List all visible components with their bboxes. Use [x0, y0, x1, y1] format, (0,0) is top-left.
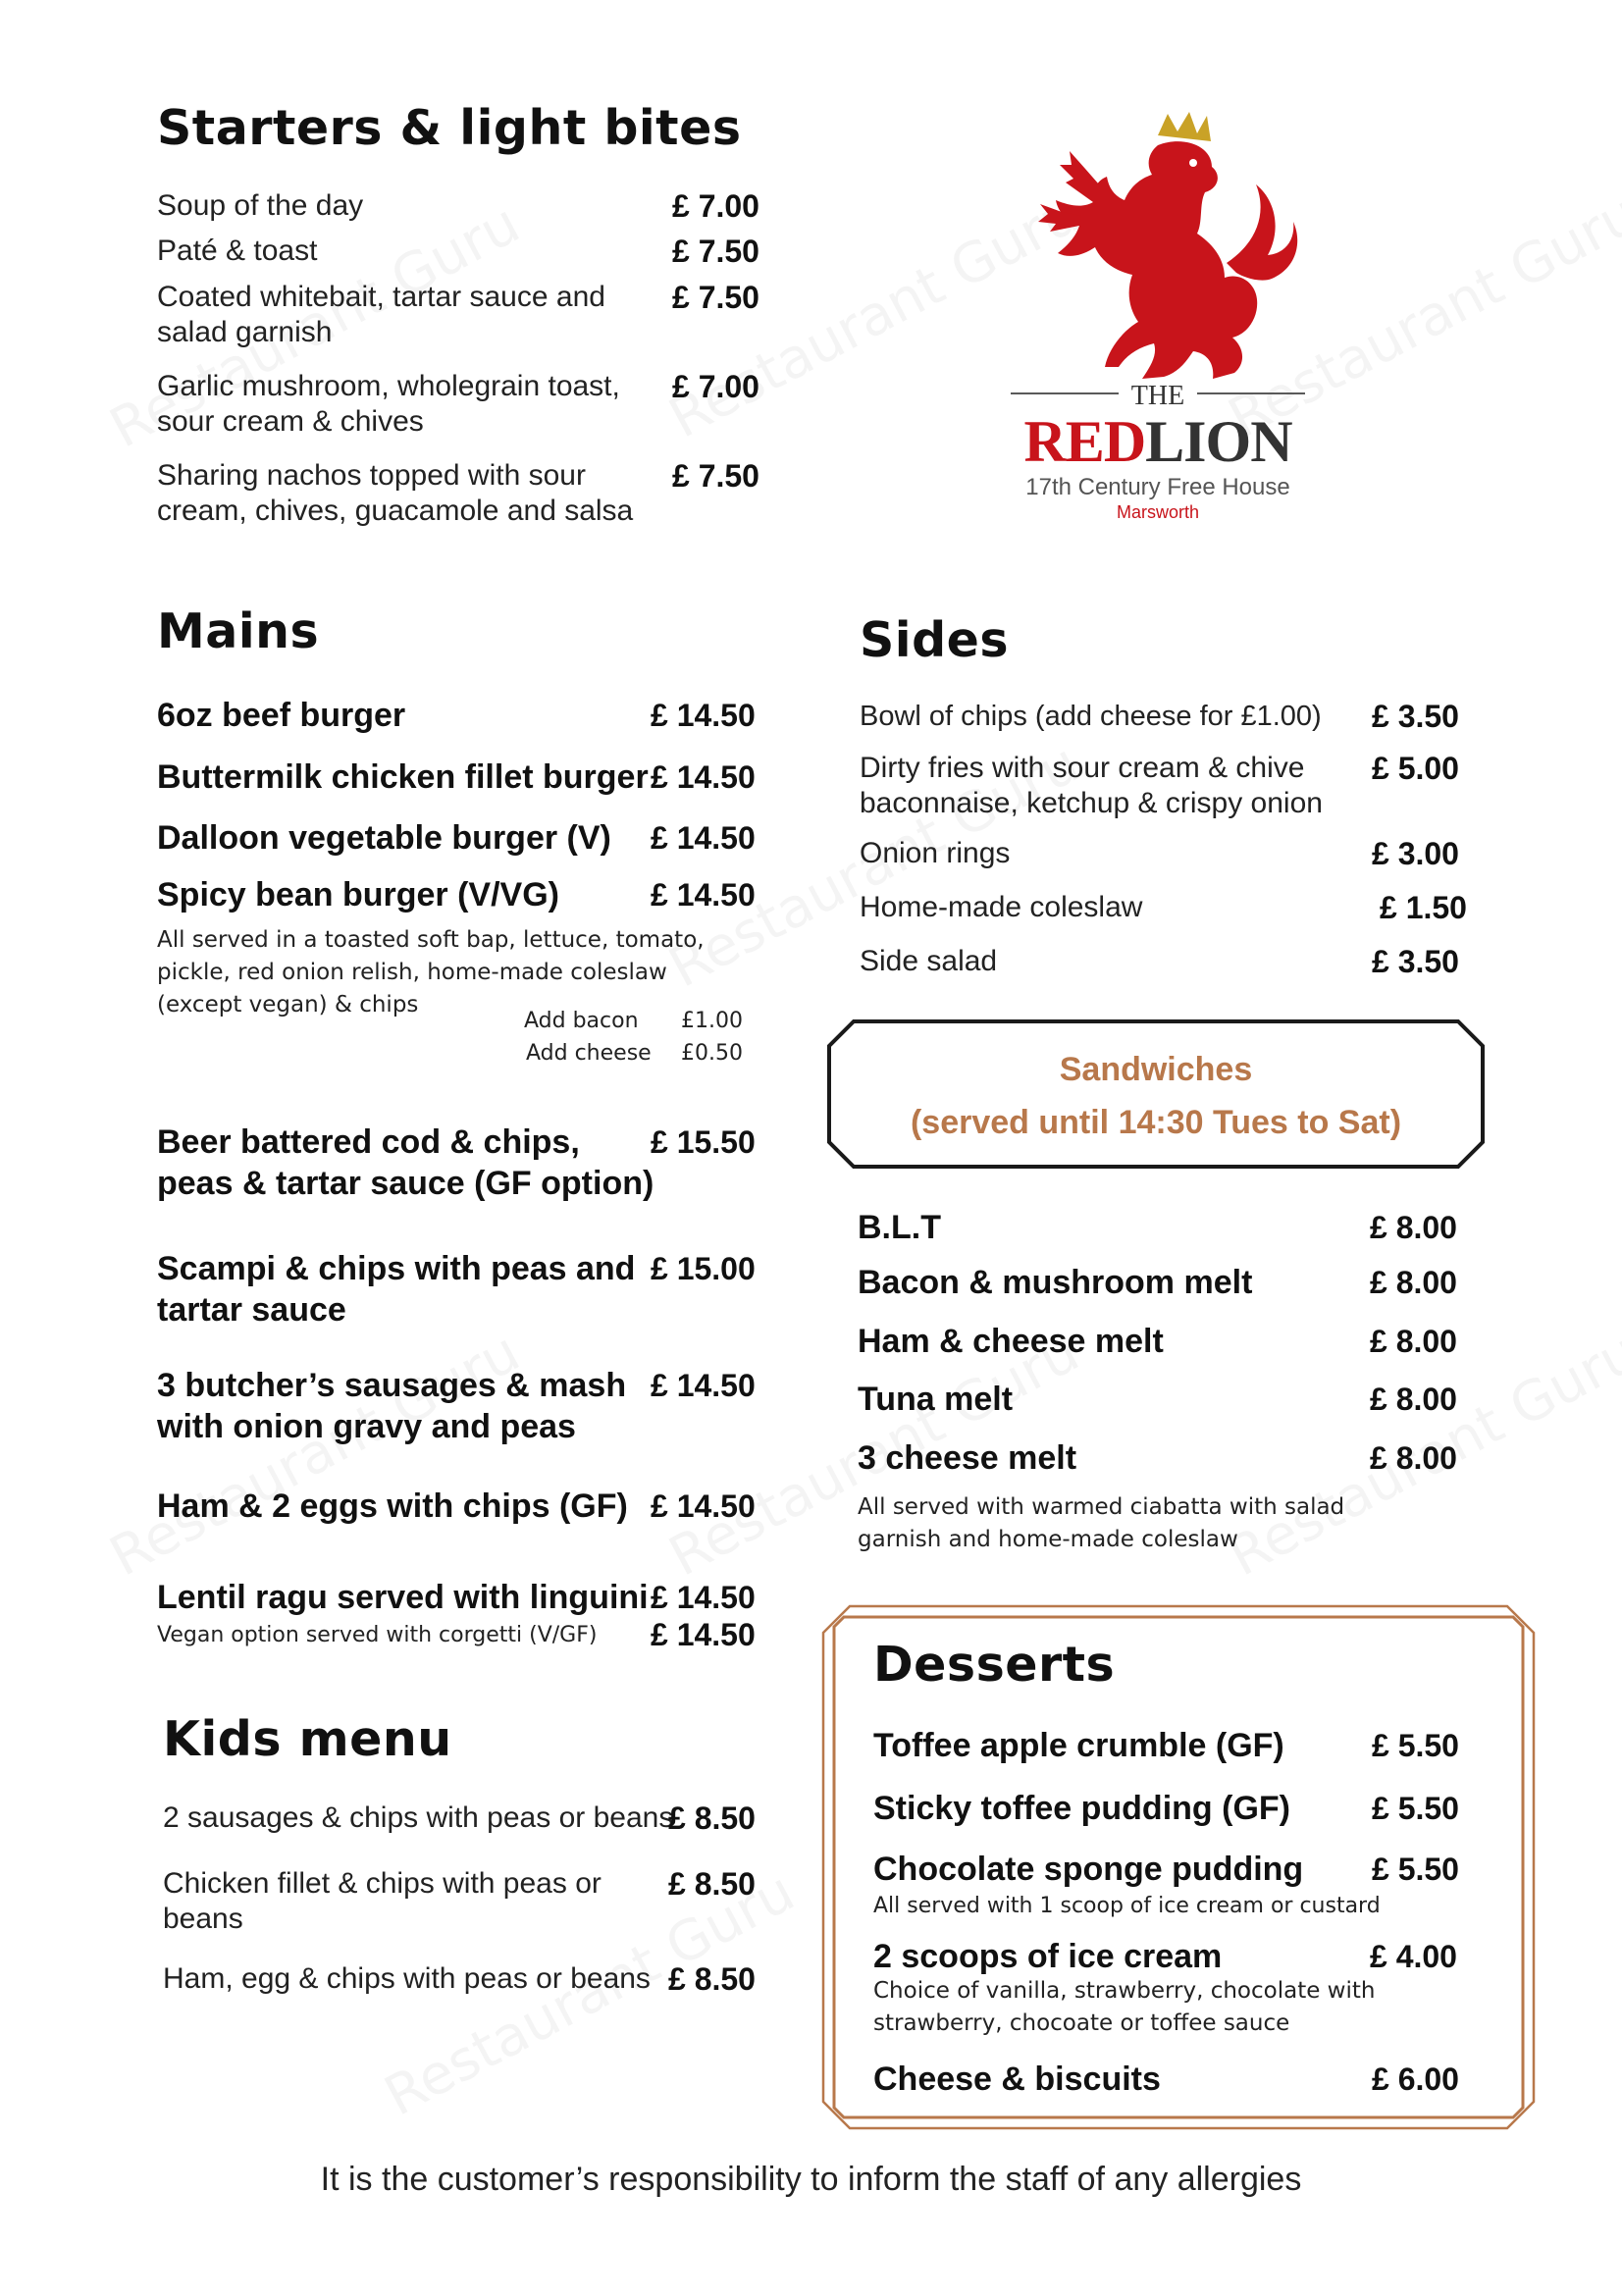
item-name: Sticky toffee pudding (GF) — [873, 1790, 1290, 1827]
sandwiches-note: All served with warmed ciabatta with salad garnish and home-made coleslaw — [858, 1494, 1345, 1552]
desserts-heading: Desserts — [873, 1637, 1116, 1693]
item-name: Home-made coleslaw — [860, 891, 1143, 923]
item-price: £ 5.50 — [1372, 1852, 1459, 1887]
item-name: Bacon & mushroom melt — [858, 1264, 1253, 1301]
logo-wordmark — [1011, 410, 1305, 473]
item-name: Garlic mushroom, wholegrain toast, sour cream & chives — [157, 370, 620, 438]
item-price: £ 14.50 — [651, 759, 756, 795]
allergy-footer: It is the customer’s responsibility to inform the staff of any allergies — [320, 2161, 1302, 2198]
item-price: £ 7.00 — [672, 188, 759, 224]
item-price: £ 7.50 — [672, 458, 759, 494]
pudding-note: All served with 1 scoop of ice cream or custard — [873, 1894, 1381, 1918]
item-name: Dirty fries with sour cream & chive baconnaise, ketchup & crispy onion — [860, 752, 1323, 819]
vegan-option-name: Vegan option served with corgetti (V/GF) — [157, 1623, 598, 1647]
item-name: Ham, egg & chips with peas or beans — [163, 1962, 651, 1995]
mains-heading: Mains — [157, 603, 320, 659]
extra-price: £0.50 — [681, 1041, 743, 1066]
item-name: 3 butcher’s sausages & mash with onion gravy and peas — [157, 1367, 627, 1445]
sandwiches-banner — [826, 1043, 1486, 1149]
item-price: £ 5.00 — [1372, 751, 1459, 786]
item-name: Onion rings — [860, 837, 1011, 869]
item-name: Coated whitebait, tartar sauce and salad garnish — [157, 281, 605, 348]
item-price: £ 14.50 — [651, 1580, 756, 1615]
item-price: £ 6.00 — [1372, 2061, 1459, 2097]
item-name: Ham & 2 eggs with chips (GF) — [157, 1487, 628, 1525]
item-price: £ 5.50 — [1372, 1791, 1459, 1826]
item-name: Scampi & chips with peas and tartar sauce — [157, 1250, 636, 1329]
item-name: Sharing nachos topped with sour cream, chives, guacamole and salsa — [157, 459, 634, 527]
lion-rampant-icon — [1011, 106, 1305, 400]
item-price: £ 8.50 — [668, 1866, 756, 1902]
extra-name: Add bacon — [524, 1009, 639, 1033]
item-name: Spicy bean burger (V/VG) — [157, 876, 559, 913]
item-name: Tuna melt — [858, 1381, 1014, 1418]
item-price: £ 8.50 — [668, 1800, 756, 1836]
sandwiches-hours: (served until 14:30 Tues to Sat) — [910, 1104, 1402, 1141]
item-price: £ 3.50 — [1372, 699, 1459, 734]
item-price: £ 3.50 — [1372, 944, 1459, 979]
item-name: Chocolate sponge pudding — [873, 1851, 1304, 1888]
item-price: £ 14.50 — [651, 1488, 756, 1524]
item-name: Toffee apple crumble (GF) — [873, 1727, 1284, 1764]
item-price: £ 7.50 — [672, 234, 759, 269]
item-price: £ 14.50 — [651, 877, 756, 913]
item-name: B.L.T — [858, 1209, 941, 1246]
item-name: Soup of the day — [157, 189, 364, 222]
item-name: Beer battered cod & chips, peas & tartar sauce (GF option) — [157, 1123, 654, 1202]
item-price: £ 5.50 — [1372, 1728, 1459, 1763]
item-price: £ 8.00 — [1370, 1324, 1457, 1359]
watermark — [100, 1320, 530, 1589]
kids-heading: Kids menu — [163, 1711, 452, 1767]
item-name: Bowl of chips (add cheese for £1.00) — [860, 701, 1322, 732]
logo-red: RED — [1023, 409, 1146, 474]
logo-place: Marsworth — [1116, 502, 1199, 522]
item-price: £ 4.00 — [1370, 1939, 1457, 1974]
logo-lion: LION — [1145, 409, 1292, 474]
burger-note: All served in a toasted soft bap, lettuce, tomato, pickle, red onion relish, home-made coleslaw (except vegan) & chips — [157, 927, 705, 1018]
extra-price: £1.00 — [681, 1009, 743, 1033]
item-name: Paté & toast — [157, 235, 318, 267]
item-price: £ 8.50 — [668, 1961, 756, 1997]
item-name: Chicken fillet & chips with peas or beans — [163, 1867, 602, 1935]
item-price: £ 15.00 — [651, 1251, 756, 1286]
item-name: Dalloon vegetable burger (V) — [157, 819, 611, 857]
item-name: 6oz beef burger — [157, 697, 406, 734]
item-price: £ 14.50 — [651, 698, 756, 733]
red-lion-logo — [1011, 106, 1305, 528]
item-price: £ 8.00 — [1370, 1382, 1457, 1417]
item-name: Buttermilk chicken fillet burger — [157, 758, 649, 796]
extra-name: Add cheese — [526, 1041, 652, 1066]
item-price: £ 14.50 — [651, 1368, 756, 1403]
item-name: Ham & cheese melt — [858, 1323, 1164, 1360]
logo-the: THE — [1119, 381, 1197, 412]
item-price: £ 8.00 — [1370, 1265, 1457, 1300]
item-name: Side salad — [860, 945, 998, 977]
sides-heading: Sides — [860, 612, 1010, 668]
item-price: £ 8.00 — [1370, 1440, 1457, 1476]
starters-heading: Starters & light bites — [157, 100, 742, 156]
item-price: £ 3.00 — [1372, 836, 1459, 871]
item-name: Cheese & biscuits — [873, 2061, 1161, 2098]
item-price: £ 7.00 — [672, 369, 759, 404]
vegan-option-price: £ 14.50 — [651, 1617, 756, 1652]
item-price: £ 15.50 — [651, 1124, 756, 1160]
item-price: £ 7.50 — [672, 280, 759, 315]
icecream-note: Choice of vanilla, strawberry, chocolate with strawberry, chocoate or toffee sauce — [873, 1978, 1376, 2036]
item-name: 2 scoops of ice cream — [873, 1938, 1223, 1975]
item-name: 3 cheese melt — [858, 1439, 1077, 1477]
sandwiches-title: Sandwiches — [1059, 1051, 1253, 1088]
item-price: £ 8.00 — [1370, 1210, 1457, 1245]
item-name: 2 sausages & chips with peas or beans — [163, 1801, 674, 1834]
item-price: £ 14.50 — [651, 820, 756, 856]
item-price: £ 1.50 — [1380, 890, 1467, 925]
item-name: Lentil ragu served with linguini — [157, 1579, 649, 1616]
logo-subtitle: 17th Century Free House — [1025, 474, 1290, 500]
